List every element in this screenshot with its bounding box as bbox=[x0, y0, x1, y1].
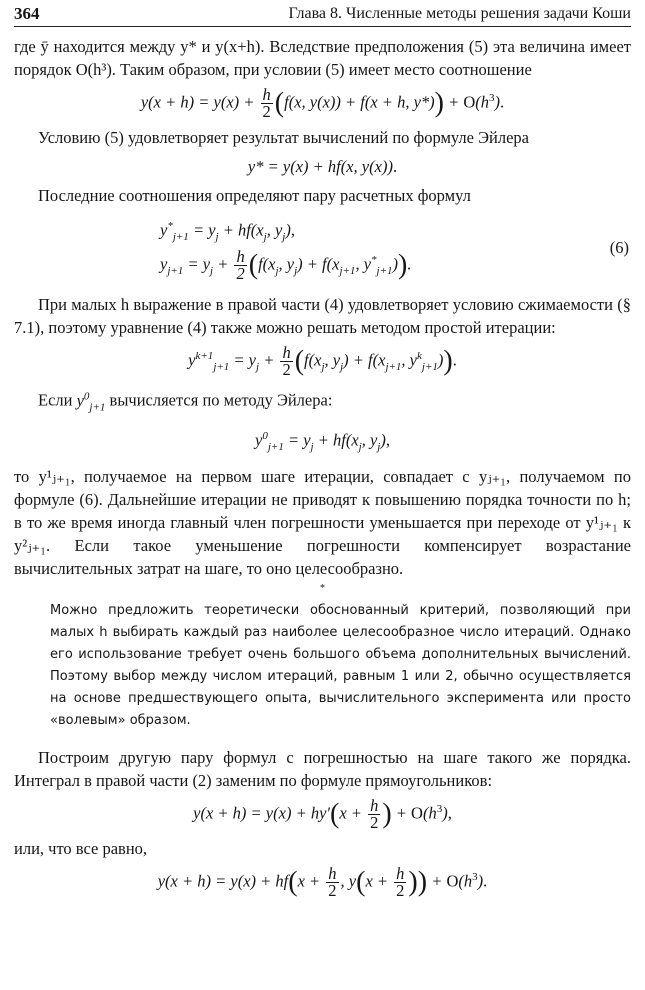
paragraph-rectangles: Построим другую пару формул с погрешностью на шаге такого же порядка. Интеграл в правой части (2) заменим по формуле прямоугольников: bbox=[14, 747, 631, 790]
page-header bbox=[14, 0, 631, 27]
paragraph-euler: Условию (5) удовлетворяет результат вычислений по формуле Эйлера bbox=[38, 128, 529, 148]
equation-euler-star: y* = y(x) + hf(x, y(x)). bbox=[247, 157, 398, 177]
paragraph-iteration: При малых h выражение в правой части (4) удовлетворяет условию сжимаемости (§ 7.1), поэтому уравнение (4) также можно решать методом простой итерации: bbox=[14, 295, 631, 338]
chapter-title: Глава 8. Численные методы решения задачи Коши bbox=[288, 5, 631, 22]
section-star: * bbox=[320, 582, 325, 594]
paragraph-initial: Если $y^0_{j+1}$ вычисляется по методу Эйлера: bbox=[38, 390, 333, 413]
paragraph-accuracy: то y¹ⱼ₊₁, получаемое на первом шаге итерации, совпадает с yⱼ₊₁, получаемом по формуле (6). Дальнейшие итерации не приводят к повышению порядка точности по h; в то же время иногда главный член погрешности уменьшается при переходе от y¹ⱼ₊₁ к y²ⱼ₊₁. Если такое уменьшение погрешности компенсирует возрастание вычислительных затрат на шаге, то оно целесообразно. bbox=[14, 466, 631, 578]
equation-system-6 bbox=[14, 213, 631, 287]
text-computed-by-euler: вычисляется по методу Эйлера: bbox=[109, 390, 333, 410]
equation-corrector: $y_{j+1} = y_j$ + $\frac{h}{2}$ ($f(x_j$, $y_j) + f(x_{j+1}$, $y^*_{j+1}$)). bbox=[160, 247, 412, 284]
paragraph-intro: где ȳ находится между y* и y(x+h). Вследствие предположения (5) эта величина имеет порядок O(h³). Таким образом, при условии (5) имеет место соотношение bbox=[14, 37, 631, 79]
equation-iteration: $y^{k+1}_{j+1} = y_j$ + $\frac{h}{2}$ ($f(x_j$, $y_j) + f(x_{j+1}$, $y^k_{j+1}$)). bbox=[188, 343, 457, 380]
remark-small-print: Можно предложить теоретически обоснованный критерий, позволяющий при малых h выбирать каждый раз наиболее целесообразное число итераций. Однако его использование требует очень большого объема дополнительных вычислений. Поэтому выбор между числом итераций, равным 1 или 2, обычно осуществляется на основе предшествующего опыта, вычислительного эксперимента или просто «волевым» образом. bbox=[50, 602, 631, 728]
equation-initial-guess: $y^0_{j+1} = y_j + hf(x_j$, $y_j$), bbox=[255, 429, 390, 453]
equation-taylor: y(x + h) = y(x) + $\frac{h}{2}$ (f(x, y(x)) + f(x + h, $y*)) + O(h^3)$. bbox=[140, 85, 505, 122]
paragraph-equivalently: или, что все равно, bbox=[14, 838, 148, 858]
page-number: 364 bbox=[14, 4, 40, 23]
paragraph-formulas: Последние соотношения определяют пару расчетных формул bbox=[38, 186, 471, 206]
equation-predictor: $y^*_{j+1} = y_j + hf(x_j$, $y_j$), bbox=[160, 220, 295, 244]
equation-midpoint-function: y(x + h) = y(x) + hf(x + $\frac{h}{2}$ , y(x + $\frac{h}{2}$ )) + $O(h^3)$. bbox=[157, 864, 488, 901]
equation-midpoint-derivative: y(x + h) = y(x) + hy′(x + $\frac{h}{2}$ ) + $O(h^3)$, bbox=[193, 795, 452, 832]
text-if: Если bbox=[38, 390, 73, 410]
equation-number: (6) bbox=[609, 238, 629, 258]
